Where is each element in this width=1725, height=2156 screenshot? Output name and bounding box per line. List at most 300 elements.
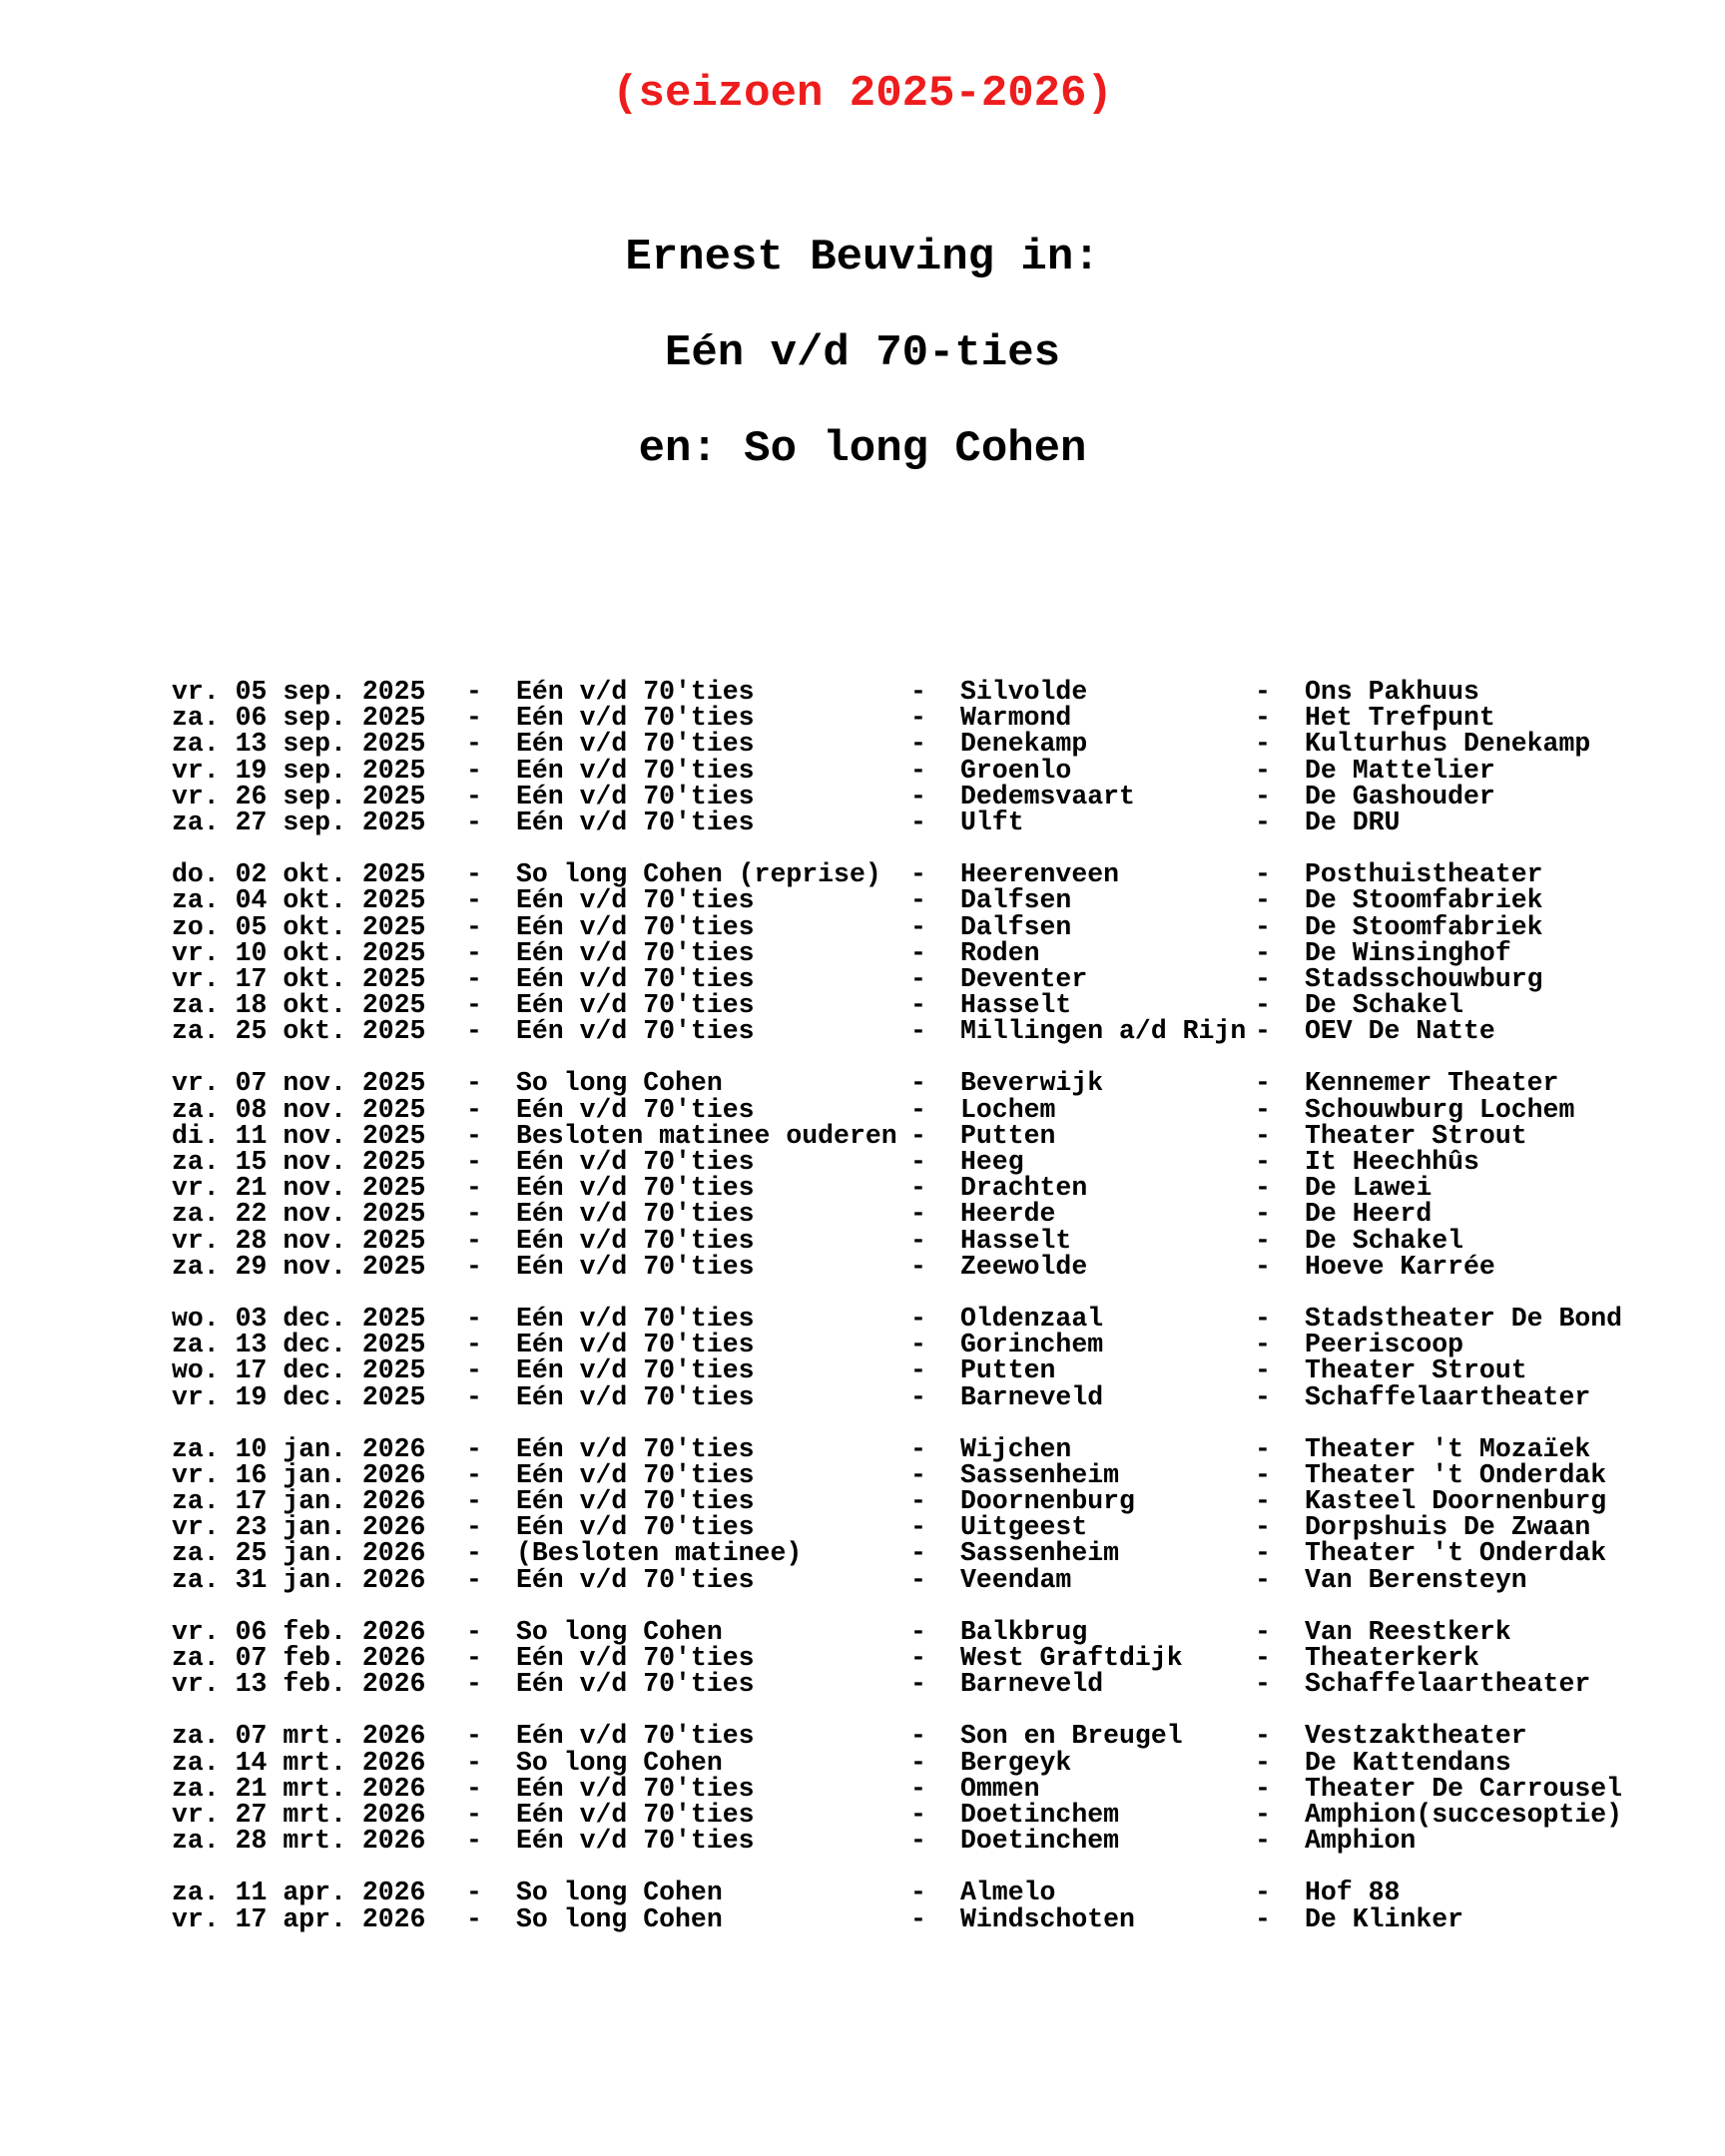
performance-place: Dalfsen (960, 911, 1072, 942)
separator-dash: - (466, 807, 482, 837)
separator-dash: - (466, 755, 482, 786)
performance-date: do. 02 okt. 2025 (172, 859, 426, 890)
separator-dash: - (910, 1773, 926, 1804)
separator-dash: - (466, 1799, 482, 1830)
schedule-row (172, 990, 1669, 1021)
performance-venue: Kennemer Theater (1305, 1068, 1559, 1099)
separator-dash: - (1255, 1173, 1271, 1204)
performance-date: za. 15 nov. 2025 (172, 1147, 426, 1177)
separator-dash: - (1255, 1433, 1271, 1464)
performance-show: So long Cohen (516, 1903, 723, 1934)
schedule-row (172, 1826, 1669, 1857)
performance-place: Putten (960, 1120, 1056, 1151)
separator-dash: - (910, 937, 926, 968)
separator-dash: - (466, 1330, 482, 1360)
separator-dash: - (466, 885, 482, 916)
month-group (172, 1433, 1669, 1595)
separator-dash: - (1255, 807, 1271, 837)
schedule-row (172, 1512, 1669, 1543)
separator-dash: - (1255, 1903, 1271, 1934)
separator-dash: - (466, 1303, 482, 1334)
performance-venue: De Gashouder (1305, 781, 1495, 811)
performance-place: Doetinchem (960, 1826, 1120, 1857)
schedule-row (172, 1251, 1669, 1282)
separator-dash: - (910, 1068, 926, 1099)
separator-dash: - (1255, 1669, 1271, 1700)
month-group (172, 1616, 1669, 1700)
schedule-row (172, 1149, 1669, 1175)
separator-dash: - (1255, 1747, 1271, 1778)
separator-dash: - (1255, 963, 1271, 994)
separator-dash: - (1255, 1564, 1271, 1595)
performance-show: Eén v/d 70'ties (516, 990, 755, 1021)
performance-place: Oldenzaal (960, 1303, 1104, 1334)
performance-place: Gorinchem (960, 1330, 1104, 1360)
separator-dash: - (910, 1486, 926, 1517)
performance-venue: Stadstheater De Bond (1305, 1303, 1623, 1334)
performance-place: Groenlo (960, 755, 1072, 786)
performance-show: (Besloten matinee) (516, 1538, 803, 1569)
separator-dash: - (910, 1303, 926, 1334)
performance-show: Eén v/d 70'ties (516, 1799, 755, 1830)
separator-dash: - (466, 1251, 482, 1282)
performance-date: za. 14 mrt. 2026 (172, 1747, 426, 1778)
performance-show: Eén v/d 70'ties (516, 1433, 755, 1464)
separator-dash: - (466, 703, 482, 734)
performance-show: Eén v/d 70'ties (516, 1826, 755, 1857)
separator-dash: - (1255, 1799, 1271, 1830)
performance-show: Eén v/d 70'ties (516, 911, 755, 942)
separator-dash: - (466, 1120, 482, 1151)
performance-date: vr. 17 okt. 2025 (172, 963, 426, 994)
schedule-row (172, 1225, 1669, 1256)
schedule-row (172, 1669, 1669, 1700)
separator-dash: - (466, 1486, 482, 1517)
performance-show: Eén v/d 70'ties (516, 677, 755, 707)
performance-date: za. 17 jan. 2026 (172, 1486, 426, 1517)
separator-dash: - (466, 1826, 482, 1857)
schedule-row (172, 1016, 1669, 1047)
performance-show: So long Cohen (516, 1616, 723, 1647)
separator-dash: - (466, 1721, 482, 1752)
performance-show: Eén v/d 70'ties (516, 1016, 755, 1047)
performance-place: Drachten (960, 1173, 1088, 1204)
separator-dash: - (1255, 703, 1271, 734)
separator-dash: - (1255, 677, 1271, 707)
separator-dash: - (466, 1199, 482, 1230)
performance-place: Denekamp (960, 729, 1088, 760)
separator-dash: - (466, 1616, 482, 1647)
performance-date: za. 08 nov. 2025 (172, 1094, 426, 1125)
separator-dash: - (1255, 1199, 1271, 1230)
performance-date: za. 10 jan. 2026 (172, 1433, 426, 1464)
schedule-row (172, 963, 1669, 994)
separator-dash: - (910, 1251, 926, 1282)
performance-venue: De Stoomfabriek (1305, 885, 1543, 916)
performance-place: Barneveld (960, 1381, 1104, 1412)
schedule-row (172, 1330, 1669, 1360)
performance-date: vr. 21 nov. 2025 (172, 1173, 426, 1204)
performance-venue: De Schakel (1305, 1225, 1464, 1256)
performance-date: za. 25 okt. 2025 (172, 1016, 426, 1047)
separator-dash: - (466, 1903, 482, 1934)
separator-dash: - (1255, 1721, 1271, 1752)
separator-dash: - (1255, 781, 1271, 811)
performance-venue: Ons Pakhuus (1305, 677, 1479, 707)
separator-dash: - (466, 1016, 482, 1047)
schedule-row (172, 1538, 1669, 1569)
performance-date: za. 21 mrt. 2026 (172, 1773, 426, 1804)
separator-dash: - (910, 1147, 926, 1177)
separator-dash: - (910, 807, 926, 837)
separator-dash: - (1255, 911, 1271, 942)
performance-place: Heerde (960, 1199, 1056, 1230)
separator-dash: - (1255, 1459, 1271, 1490)
separator-dash: - (910, 1016, 926, 1047)
separator-dash: - (1255, 1094, 1271, 1125)
performance-show: Eén v/d 70'ties (516, 1330, 755, 1360)
month-group (172, 1070, 1669, 1280)
performance-show: Eén v/d 70'ties (516, 1486, 755, 1517)
schedule-row (172, 1355, 1669, 1386)
separator-dash: - (466, 1381, 482, 1412)
separator-dash: - (910, 781, 926, 811)
schedule-row (172, 1616, 1669, 1647)
separator-dash: - (910, 1355, 926, 1386)
performance-venue: De Schakel (1305, 990, 1464, 1021)
separator-dash: - (910, 859, 926, 890)
performance-place: Windschoten (960, 1903, 1135, 1934)
performance-show: Eén v/d 70'ties (516, 1225, 755, 1256)
performance-venue: De Heerd (1305, 1199, 1433, 1230)
schedule-row (172, 1721, 1669, 1752)
performance-date: wo. 17 dec. 2025 (172, 1355, 426, 1386)
performance-venue: Van Berensteyn (1305, 1564, 1527, 1595)
separator-dash: - (910, 1616, 926, 1647)
performance-date: vr. 13 feb. 2026 (172, 1669, 426, 1700)
separator-dash: - (466, 1459, 482, 1490)
schedule-row (172, 1799, 1669, 1830)
performance-venue: De Mattelier (1305, 755, 1495, 786)
separator-dash: - (910, 990, 926, 1021)
performance-schedule (172, 679, 1669, 1958)
performance-venue: Peeriscoop (1305, 1330, 1464, 1360)
performance-venue: Van Reestkerk (1305, 1616, 1511, 1647)
performance-venue: Theater Strout (1305, 1120, 1527, 1151)
separator-dash: - (466, 859, 482, 890)
performance-show: So long Cohen (reprise) (516, 859, 881, 890)
schedule-row (172, 885, 1669, 916)
separator-dash: - (466, 1669, 482, 1700)
separator-dash: - (466, 1538, 482, 1569)
performance-place: Dalfsen (960, 885, 1072, 916)
performance-place: Beverwijk (960, 1068, 1104, 1099)
performance-show: Eén v/d 70'ties (516, 729, 755, 760)
schedule-row (172, 1303, 1669, 1334)
separator-dash: - (466, 911, 482, 942)
separator-dash: - (910, 755, 926, 786)
performance-venue: Theater Strout (1305, 1355, 1527, 1386)
performance-venue: OEV De Natte (1305, 1016, 1495, 1047)
performance-place: Barneveld (960, 1669, 1104, 1700)
separator-dash: - (1255, 1016, 1271, 1047)
performance-venue: De DRU (1305, 807, 1401, 837)
performance-place: Ommen (960, 1773, 1040, 1804)
separator-dash: - (1255, 1225, 1271, 1256)
month-group (172, 1878, 1669, 1934)
performance-date: vr. 17 apr. 2026 (172, 1903, 426, 1934)
separator-dash: - (910, 1538, 926, 1569)
performance-place: Ulft (960, 807, 1024, 837)
separator-dash: - (1255, 1616, 1271, 1647)
separator-dash: - (466, 963, 482, 994)
separator-dash: - (1255, 1355, 1271, 1386)
separator-dash: - (1255, 1120, 1271, 1151)
separator-dash: - (466, 1747, 482, 1778)
separator-dash: - (466, 1147, 482, 1177)
performance-place: Wijchen (960, 1433, 1072, 1464)
separator-dash: - (910, 1643, 926, 1673)
performance-date: za. 22 nov. 2025 (172, 1199, 426, 1230)
performance-show: So long Cohen (516, 1068, 723, 1099)
separator-dash: - (1255, 755, 1271, 786)
performance-venue: De Kattendans (1305, 1747, 1511, 1778)
schedule-row (172, 1381, 1669, 1412)
schedule-row (172, 1173, 1669, 1204)
schedule-row (172, 809, 1669, 835)
performance-venue: Kasteel Doornenburg (1305, 1486, 1607, 1517)
performance-place: Putten (960, 1355, 1056, 1386)
separator-dash: - (1255, 1538, 1271, 1569)
performance-place: Bergeyk (960, 1747, 1072, 1778)
performance-venue: Theater 't Onderdak (1305, 1459, 1607, 1490)
performance-show: Besloten matinee ouderen (516, 1120, 897, 1151)
performance-place: Silvolde (960, 677, 1088, 707)
performance-venue: Het Trefpunt (1305, 703, 1495, 734)
separator-dash: - (910, 1669, 926, 1700)
schedule-row (172, 911, 1669, 942)
performance-date: za. 18 okt. 2025 (172, 990, 426, 1021)
performance-place: Hasselt (960, 990, 1072, 1021)
separator-dash: - (466, 1173, 482, 1204)
separator-dash: - (466, 1433, 482, 1464)
performance-show: Eén v/d 70'ties (516, 1643, 755, 1673)
month-group (172, 1721, 1669, 1857)
schedule-row (172, 703, 1669, 734)
performance-date: za. 13 dec. 2025 (172, 1330, 426, 1360)
performance-venue: De Stoomfabriek (1305, 911, 1543, 942)
season-heading: (seizoen 2025-2026) (612, 69, 1113, 119)
separator-dash: - (1255, 1330, 1271, 1360)
performance-venue: It Heechhûs (1305, 1147, 1479, 1177)
schedule-row (172, 859, 1669, 890)
separator-dash: - (1255, 859, 1271, 890)
performance-venue: Theater 't Onderdak (1305, 1538, 1607, 1569)
separator-dash: - (910, 1903, 926, 1934)
separator-dash: - (1255, 1773, 1271, 1804)
schedule-row (172, 679, 1669, 705)
performance-show: Eén v/d 70'ties (516, 885, 755, 916)
performance-show: Eén v/d 70'ties (516, 937, 755, 968)
performance-date: vr. 16 jan. 2026 (172, 1459, 426, 1490)
performance-date: za. 13 sep. 2025 (172, 729, 426, 760)
separator-dash: - (1255, 1826, 1271, 1857)
performance-show: Eén v/d 70'ties (516, 1381, 755, 1412)
performance-date: vr. 07 nov. 2025 (172, 1068, 426, 1099)
show-title-2: en: So long Cohen (638, 424, 1087, 474)
performance-show: Eén v/d 70'ties (516, 703, 755, 734)
separator-dash: - (910, 1094, 926, 1125)
separator-dash: - (466, 1564, 482, 1595)
performance-place: Lochem (960, 1094, 1056, 1125)
performance-date: di. 11 nov. 2025 (172, 1120, 426, 1151)
separator-dash: - (1255, 1381, 1271, 1412)
separator-dash: - (1255, 1486, 1271, 1517)
schedule-row (172, 1094, 1669, 1125)
performance-venue: Hoeve Karrée (1305, 1251, 1495, 1282)
separator-dash: - (466, 990, 482, 1021)
performer-title: Ernest Beuving in: (625, 233, 1100, 282)
performance-date: za. 11 apr. 2026 (172, 1878, 426, 1908)
separator-dash: - (1255, 937, 1271, 968)
performance-venue: Theater 't Mozaïek (1305, 1433, 1591, 1464)
schedule-row (172, 1773, 1669, 1804)
separator-dash: - (910, 1512, 926, 1543)
performance-date: za. 31 jan. 2026 (172, 1564, 426, 1595)
performance-date: za. 29 nov. 2025 (172, 1251, 426, 1282)
separator-dash: - (910, 911, 926, 942)
separator-dash: - (1255, 1068, 1271, 1099)
performance-venue: Schaffelaartheater (1305, 1669, 1591, 1700)
performance-date: vr. 23 jan. 2026 (172, 1512, 426, 1543)
performance-date: za. 25 jan. 2026 (172, 1538, 426, 1569)
schedule-row (172, 729, 1669, 760)
separator-dash: - (466, 937, 482, 968)
schedule-row (172, 1120, 1669, 1151)
performance-place: Heeg (960, 1147, 1024, 1177)
separator-dash: - (1255, 1643, 1271, 1673)
separator-dash: - (466, 729, 482, 760)
performance-date: vr. 05 sep. 2025 (172, 677, 426, 707)
performance-venue: Theaterkerk (1305, 1643, 1479, 1673)
performance-venue: Amphion (1305, 1826, 1417, 1857)
separator-dash: - (466, 1355, 482, 1386)
performance-show: Eén v/d 70'ties (516, 1721, 755, 1752)
performance-show: Eén v/d 70'ties (516, 1173, 755, 1204)
performance-place: Dedemsvaart (960, 781, 1135, 811)
performance-show: Eén v/d 70'ties (516, 1147, 755, 1177)
schedule-row (172, 1199, 1669, 1230)
performance-place: Heerenveen (960, 859, 1120, 890)
schedule-row (172, 1068, 1669, 1099)
separator-dash: - (1255, 1251, 1271, 1282)
performance-place: Deventer (960, 963, 1088, 994)
performance-show: Eén v/d 70'ties (516, 963, 755, 994)
separator-dash: - (466, 781, 482, 811)
separator-dash: - (466, 1225, 482, 1256)
performance-place: Sassenheim (960, 1459, 1120, 1490)
separator-dash: - (910, 677, 926, 707)
separator-dash: - (910, 1330, 926, 1360)
performance-show: Eén v/d 70'ties (516, 1459, 755, 1490)
performance-venue: Kulturhus Denekamp (1305, 729, 1591, 760)
performance-venue: De Klinker (1305, 1903, 1464, 1934)
separator-dash: - (910, 1878, 926, 1908)
performance-date: vr. 27 mrt. 2026 (172, 1799, 426, 1830)
performance-venue: Dorpshuis De Zwaan (1305, 1512, 1591, 1543)
month-group (172, 1303, 1669, 1412)
separator-dash: - (466, 1068, 482, 1099)
performance-place: Doornenburg (960, 1486, 1135, 1517)
performance-date: vr. 28 nov. 2025 (172, 1225, 426, 1256)
performance-date: vr. 06 feb. 2026 (172, 1616, 426, 1647)
performance-date: za. 27 sep. 2025 (172, 807, 426, 837)
separator-dash: - (1255, 1303, 1271, 1334)
separator-dash: - (910, 1199, 926, 1230)
performance-place: Almelo (960, 1878, 1056, 1908)
performance-venue: Schaffelaartheater (1305, 1381, 1591, 1412)
performance-show: Eén v/d 70'ties (516, 1564, 755, 1595)
month-group (172, 679, 1669, 835)
performance-place: Son en Breugel (960, 1721, 1183, 1752)
performance-show: So long Cohen (516, 1747, 723, 1778)
performance-venue: Schouwburg Lochem (1305, 1094, 1575, 1125)
performance-show: Eén v/d 70'ties (516, 1355, 755, 1386)
separator-dash: - (1255, 729, 1271, 760)
performance-date: wo. 03 dec. 2025 (172, 1303, 426, 1334)
schedule-row (172, 1433, 1669, 1464)
performance-place: Hasselt (960, 1225, 1072, 1256)
performance-show: Eén v/d 70'ties (516, 1512, 755, 1543)
performance-place: Balkbrug (960, 1616, 1088, 1647)
performance-venue: Stadsschouwburg (1305, 963, 1543, 994)
performance-show: Eén v/d 70'ties (516, 1251, 755, 1282)
performance-date: za. 07 feb. 2026 (172, 1643, 426, 1673)
performance-show: Eén v/d 70'ties (516, 807, 755, 837)
performance-date: vr. 19 dec. 2025 (172, 1381, 426, 1412)
schedule-row (172, 1486, 1669, 1517)
separator-dash: - (910, 1459, 926, 1490)
separator-dash: - (466, 1512, 482, 1543)
performance-place: Warmond (960, 703, 1072, 734)
separator-dash: - (1255, 1147, 1271, 1177)
schedule-row (172, 1903, 1669, 1934)
separator-dash: - (910, 1799, 926, 1830)
performance-show: Eén v/d 70'ties (516, 1094, 755, 1125)
performance-date: za. 06 sep. 2025 (172, 703, 426, 734)
separator-dash: - (1255, 1878, 1271, 1908)
separator-dash: - (910, 1173, 926, 1204)
performance-date: zo. 05 okt. 2025 (172, 911, 426, 942)
performance-venue: De Lawei (1305, 1173, 1433, 1204)
schedule-row (172, 1747, 1669, 1778)
performance-date: vr. 19 sep. 2025 (172, 755, 426, 786)
separator-dash: - (1255, 990, 1271, 1021)
performance-show: Eén v/d 70'ties (516, 1199, 755, 1230)
performance-place: West Graftdijk (960, 1643, 1183, 1673)
schedule-row (172, 781, 1669, 811)
performance-place: Doetinchem (960, 1799, 1120, 1830)
schedule-row (172, 1878, 1669, 1908)
separator-dash: - (910, 1433, 926, 1464)
performance-venue: Hof 88 (1305, 1878, 1401, 1908)
performance-show: Eén v/d 70'ties (516, 1773, 755, 1804)
separator-dash: - (910, 1747, 926, 1778)
separator-dash: - (1255, 1512, 1271, 1543)
separator-dash: - (466, 1094, 482, 1125)
separator-dash: - (910, 1721, 926, 1752)
separator-dash: - (1255, 885, 1271, 916)
